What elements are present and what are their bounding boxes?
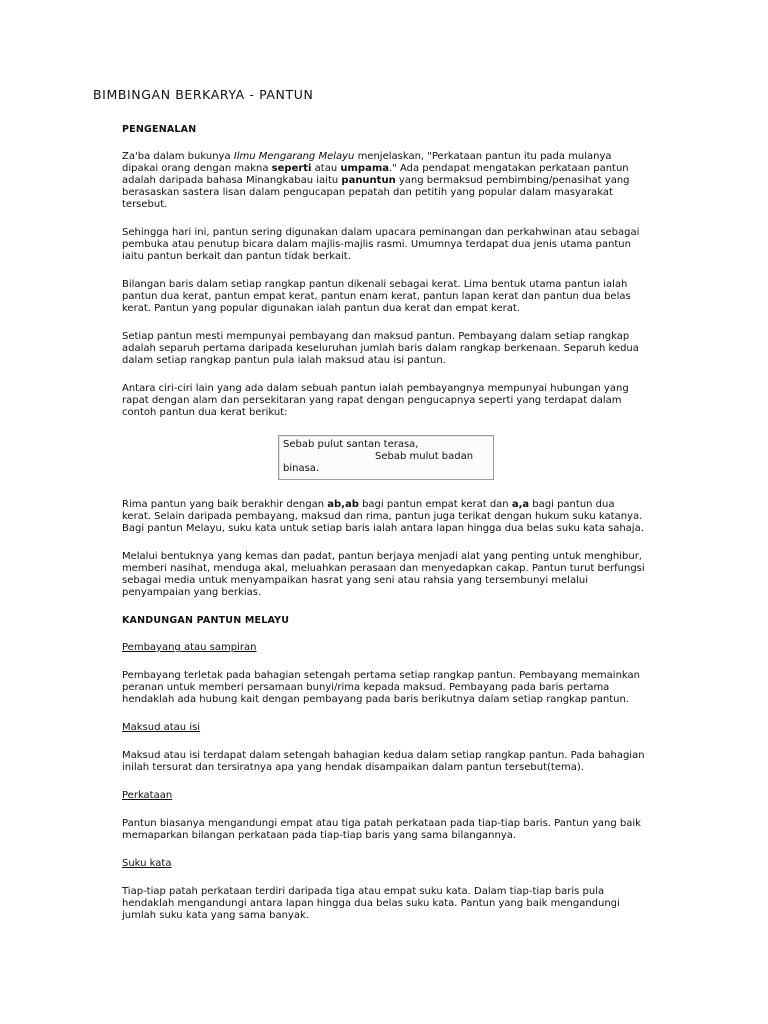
page-title: BIMBINGAN BERKARYA - PANTUN (93, 87, 314, 102)
paragraph-pembayang: Pembayang terletak pada bahagian setengah pertama setiap rangkap pantun. Pembayang memainkan peranan untuk memberi persamaan bunyi/rima kepada maksud. Pembayang pada baris pertama hendaklah ada hubung kait dengan pembayang pada baris berikutnya dalam setiap rangkap pantun. (122, 670, 640, 705)
subheading-suku-kata: Suku kata (122, 858, 172, 869)
paragraph-kerat: Bilangan baris dalam setiap rangkap pantun dikenali sebagai kerat. Lima bentuk utama pantun ialah pantun dua kerat, pantun empat kerat, pantun enam kerat, pantun lapan kerat dan pantun dua belas kerat. Pantun yang popular digunakan ialah pantun dua kerat dan empat kerat. (122, 279, 631, 314)
example-line-2: Sebab mulut badan (375, 451, 474, 462)
heading-kandungan: KANDUNGAN PANTUN MELAYU (122, 615, 290, 626)
paragraph-pembayang-maksud: Setiap pantun mesti mempunyai pembayang dan maksud pantun. Pembayang dalam setiap rangkap adalah separuh pertama daripada keseluruhan jumlah baris dalam rangkap berkenaan. Separuh kedua dalam setiap rangkap pantun pula ialah maksud atau isi pantun. (122, 331, 639, 366)
paragraph-suku-kata: Tiap-tiap patah perkataan terdiri daripada tiga atau empat suku kata. Dalam tiap-tiap baris pula hendaklah mengandungi antara lapan hingga dua belas suku kata. Pantun yang baik mengandungi jumlah suku kata yang sama banyak. (122, 886, 620, 921)
example-pantun-box (278, 435, 494, 480)
paragraph-perkataan: Pantun biasanya mengandungi empat atau tiga patah perkataan pada tiap-tiap baris. Pantun yang baik memaparkan bilangan perkataan pada tiap-tiap baris yang sama bilangannya. (122, 818, 641, 841)
example-line-3: binasa. (283, 463, 320, 474)
example-line-1: Sebab pulut santan terasa, (283, 439, 419, 450)
paragraph-zaba: Za'ba dalam bukunya Ilmu Mengarang Melayu menjelaskan, "Perkataan pantun itu pada mulanya dipakai orang dengan makna seperti atau umpama." Ada pendapat mengatakan perkataan pantun adalah daripada bahasa Minangkabau iaitu panuntun yang bermaksud pembimbing/penasihat yang berasaskan sastera lisan dalam pengucapan pepatah dan petitih yang popular dalam masyarakat tersebut. (122, 151, 630, 210)
book-title: Ilmu Mengarang Melayu (233, 151, 355, 162)
document-body (122, 124, 646, 922)
paragraph-usage: Sehingga hari ini, pantun sering digunakan dalam upacara peminangan dan perkahwinan atau sebagai pembuka atau penutup bicara dalam majlis-majlis rasmi. Umumnya terdapat dua jenis utama pantun iaitu pantun berkait dan pantun tidak berkait. (122, 227, 640, 262)
paragraph-rima: Rima pantun yang baik berakhir dengan ab,ab bagi pantun empat kerat dan a,a bagi pantun dua kerat. Selain daripada pembayang, maksud dan rima, pantun juga terikat dengan hukum suku katanya. Bagi pantun Melayu, suku kata untuk setiap baris ialah antara lapan hingga dua belas suku kata sahaja. (122, 499, 644, 534)
paragraph-maksud: Maksud atau isi terdapat dalam setengah bahagian kedua dalam setiap rangkap pantun. Pada bahagian inilah tersurat dan tersiratnya apa yang hendak disampaikan dalam pantun tersebut(tema). (122, 750, 645, 773)
subheading-perkataan: Perkataan (122, 790, 173, 801)
paragraph-ciri-ciri: Antara ciri-ciri lain yang ada dalam sebuah pantun ialah pembayangnya mempunyai hubungan yang rapat dengan alam dan persekitaran yang rapat dengan pengucapnya seperti yang terdapat dalam contoh pantun dua kerat berikut: (122, 383, 629, 418)
subheading-maksud: Maksud atau isi (122, 722, 201, 733)
subheading-pembayang: Pembayang atau sampiran (122, 642, 257, 653)
paragraph-bentuk: Melalui bentuknya yang kemas dan padat, pantun berjaya menjadi alat yang penting untuk menghibur, memberi nasihat, menduga akal, meluahkan perasaan dan menyedapkan cakap. Pantun turut berfungsi sebagai media untuk menyampaikan hasrat yang seni atau rahsia yang tersembunyi melalui penyampaian yang berkias. (122, 551, 645, 598)
heading-pengenalan: PENGENALAN (122, 124, 197, 135)
